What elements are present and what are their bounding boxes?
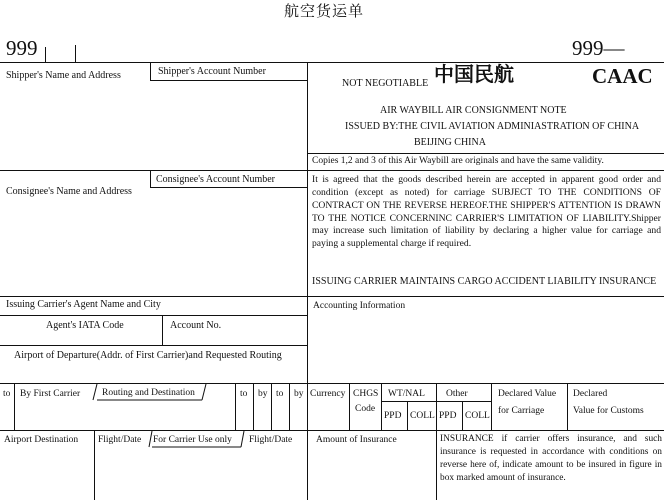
declared-customs-line2: Value for Customs xyxy=(573,406,644,416)
currency-label: Currency xyxy=(310,389,346,399)
to-label-3: to xyxy=(276,389,284,399)
consignee-name-label: Consignee's Name and Address xyxy=(6,186,132,197)
agent-divider xyxy=(0,315,307,316)
copies-top-line xyxy=(307,153,664,154)
prefix-tick-1 xyxy=(45,47,46,62)
copies-bottom-line xyxy=(307,170,664,171)
departure-label: Airport of Departure(Addr. of First Carrier)and Requested Routing xyxy=(14,350,282,361)
center-divider xyxy=(307,62,308,383)
routing-div-8 xyxy=(381,383,382,430)
declared-carriage-line2: for Carriage xyxy=(498,406,545,416)
coll-label-2: COLL xyxy=(465,411,490,421)
wt-val-label: WT/NAL xyxy=(388,389,425,399)
other-label: Other xyxy=(446,389,468,399)
airport-destination-label: Airport Destination xyxy=(4,435,79,445)
carrier-use-only-label: For Carrier Use only xyxy=(153,435,232,445)
iata-bottom-line xyxy=(0,345,307,346)
routing-div-9 xyxy=(436,383,437,430)
issuer-city: BEIJING CHINA xyxy=(414,137,486,148)
coll-label-1: COLL xyxy=(410,411,435,421)
bottom-div-2 xyxy=(307,430,308,500)
routing-div-6 xyxy=(307,383,308,430)
code-label: Code xyxy=(355,404,376,414)
iata-code-label: Agent's IATA Code xyxy=(46,320,124,331)
awb-prefix-left: 999 xyxy=(6,36,38,60)
form-title-cn: 航空货运单 xyxy=(284,2,365,20)
declared-carriage-line1: Declared Value xyxy=(498,389,557,399)
shipper-name-label: Shipper's Name and Address xyxy=(6,70,121,81)
liability-insurance: ISSUING CARRIER MAINTAINS CARGO ACCIDENT LIABILITY INSURANCE xyxy=(312,276,657,287)
iata-account-divider xyxy=(162,315,163,345)
insurance-text: INSURANCE if carrier offers insurance, and such insurance is requested in accordance with conditions on reverse here of, indicate amount to be insured in figure in box marked amount of insurance. xyxy=(440,434,662,483)
chgs-label: CHGS xyxy=(353,389,379,399)
agent-section-top xyxy=(0,296,664,297)
conditions-text: It is agreed that the goods described herein are accepted in apparent good order and condition (except as noted) for carriage SUBJECT TO THE CONDITIONS OF CONTRACT ON THE REVERSE HEREOF.THE SHIPPER'S ATTENTION IS DRAWN TO THE NOTICE CONCERNINC CARRIER'S LIMITATION OF LIABILITY.Shipper may increase such limitation of liability by declaring a higher value for carriage and paying a supplemental charge if required. xyxy=(312,174,661,250)
ppd-coll-div-1 xyxy=(407,401,408,430)
declared-customs-line1: Declared xyxy=(573,389,608,399)
form-top-border xyxy=(0,62,664,63)
issued-by: ISSUED BY:THE CIVIL AVIATION ADMINIASTRATION OF CHINA xyxy=(345,121,640,132)
bottom-row-top xyxy=(0,430,664,431)
routing-div-4 xyxy=(271,383,272,430)
consignee-account-label: Consignee's Account Number xyxy=(156,174,276,185)
ppd-coll-div-2 xyxy=(462,401,463,430)
awb-prefix-right: 999— xyxy=(572,36,625,60)
bottom-div-3 xyxy=(436,430,437,500)
routing-div-3 xyxy=(253,383,254,430)
waybill-title: AIR WAYBILL AIR CONSIGNMENT NOTE xyxy=(380,105,567,116)
routing-div-11 xyxy=(567,383,568,430)
bottom-div-1 xyxy=(94,430,95,500)
amount-insurance-label: Amount of Insurance xyxy=(316,435,397,445)
ppd-label-1: PPD xyxy=(384,411,402,421)
routing-div-5 xyxy=(289,383,290,430)
caac-logo-text: CAAC xyxy=(592,64,653,88)
ppd-label-2: PPD xyxy=(439,411,457,421)
flight-date-label-2: Flight/Date xyxy=(249,435,293,445)
routing-div-1 xyxy=(14,383,15,430)
shipper-account-label: Shipper's Account Number xyxy=(158,66,266,77)
routing-destination-label: Routing and Destination xyxy=(102,388,195,398)
routing-div-2 xyxy=(235,383,236,430)
prefix-tick-2 xyxy=(75,45,76,62)
flight-date-label-1: Flight/Date xyxy=(98,435,142,445)
airline-name-cn: 中国民航 xyxy=(434,62,514,86)
to-label-1: to xyxy=(3,389,11,399)
accounting-info-label: Accounting Information xyxy=(313,301,406,311)
account-no-label: Account No. xyxy=(170,320,222,331)
by-first-carrier-label: By First Carrier xyxy=(20,389,81,399)
routing-div-7 xyxy=(349,383,350,430)
agent-name-label: Issuing Carrier's Agent Name and City xyxy=(6,299,161,310)
routing-div-10 xyxy=(491,383,492,430)
by-label-3: by xyxy=(294,389,304,399)
to-label-2: to xyxy=(240,389,248,399)
by-label-2: by xyxy=(258,389,268,399)
copies-note: Copies 1,2 and 3 of this Air Waybill are originals and have the same validity. xyxy=(312,156,604,166)
not-negotiable: NOT NEGOTIABLE xyxy=(342,78,429,89)
